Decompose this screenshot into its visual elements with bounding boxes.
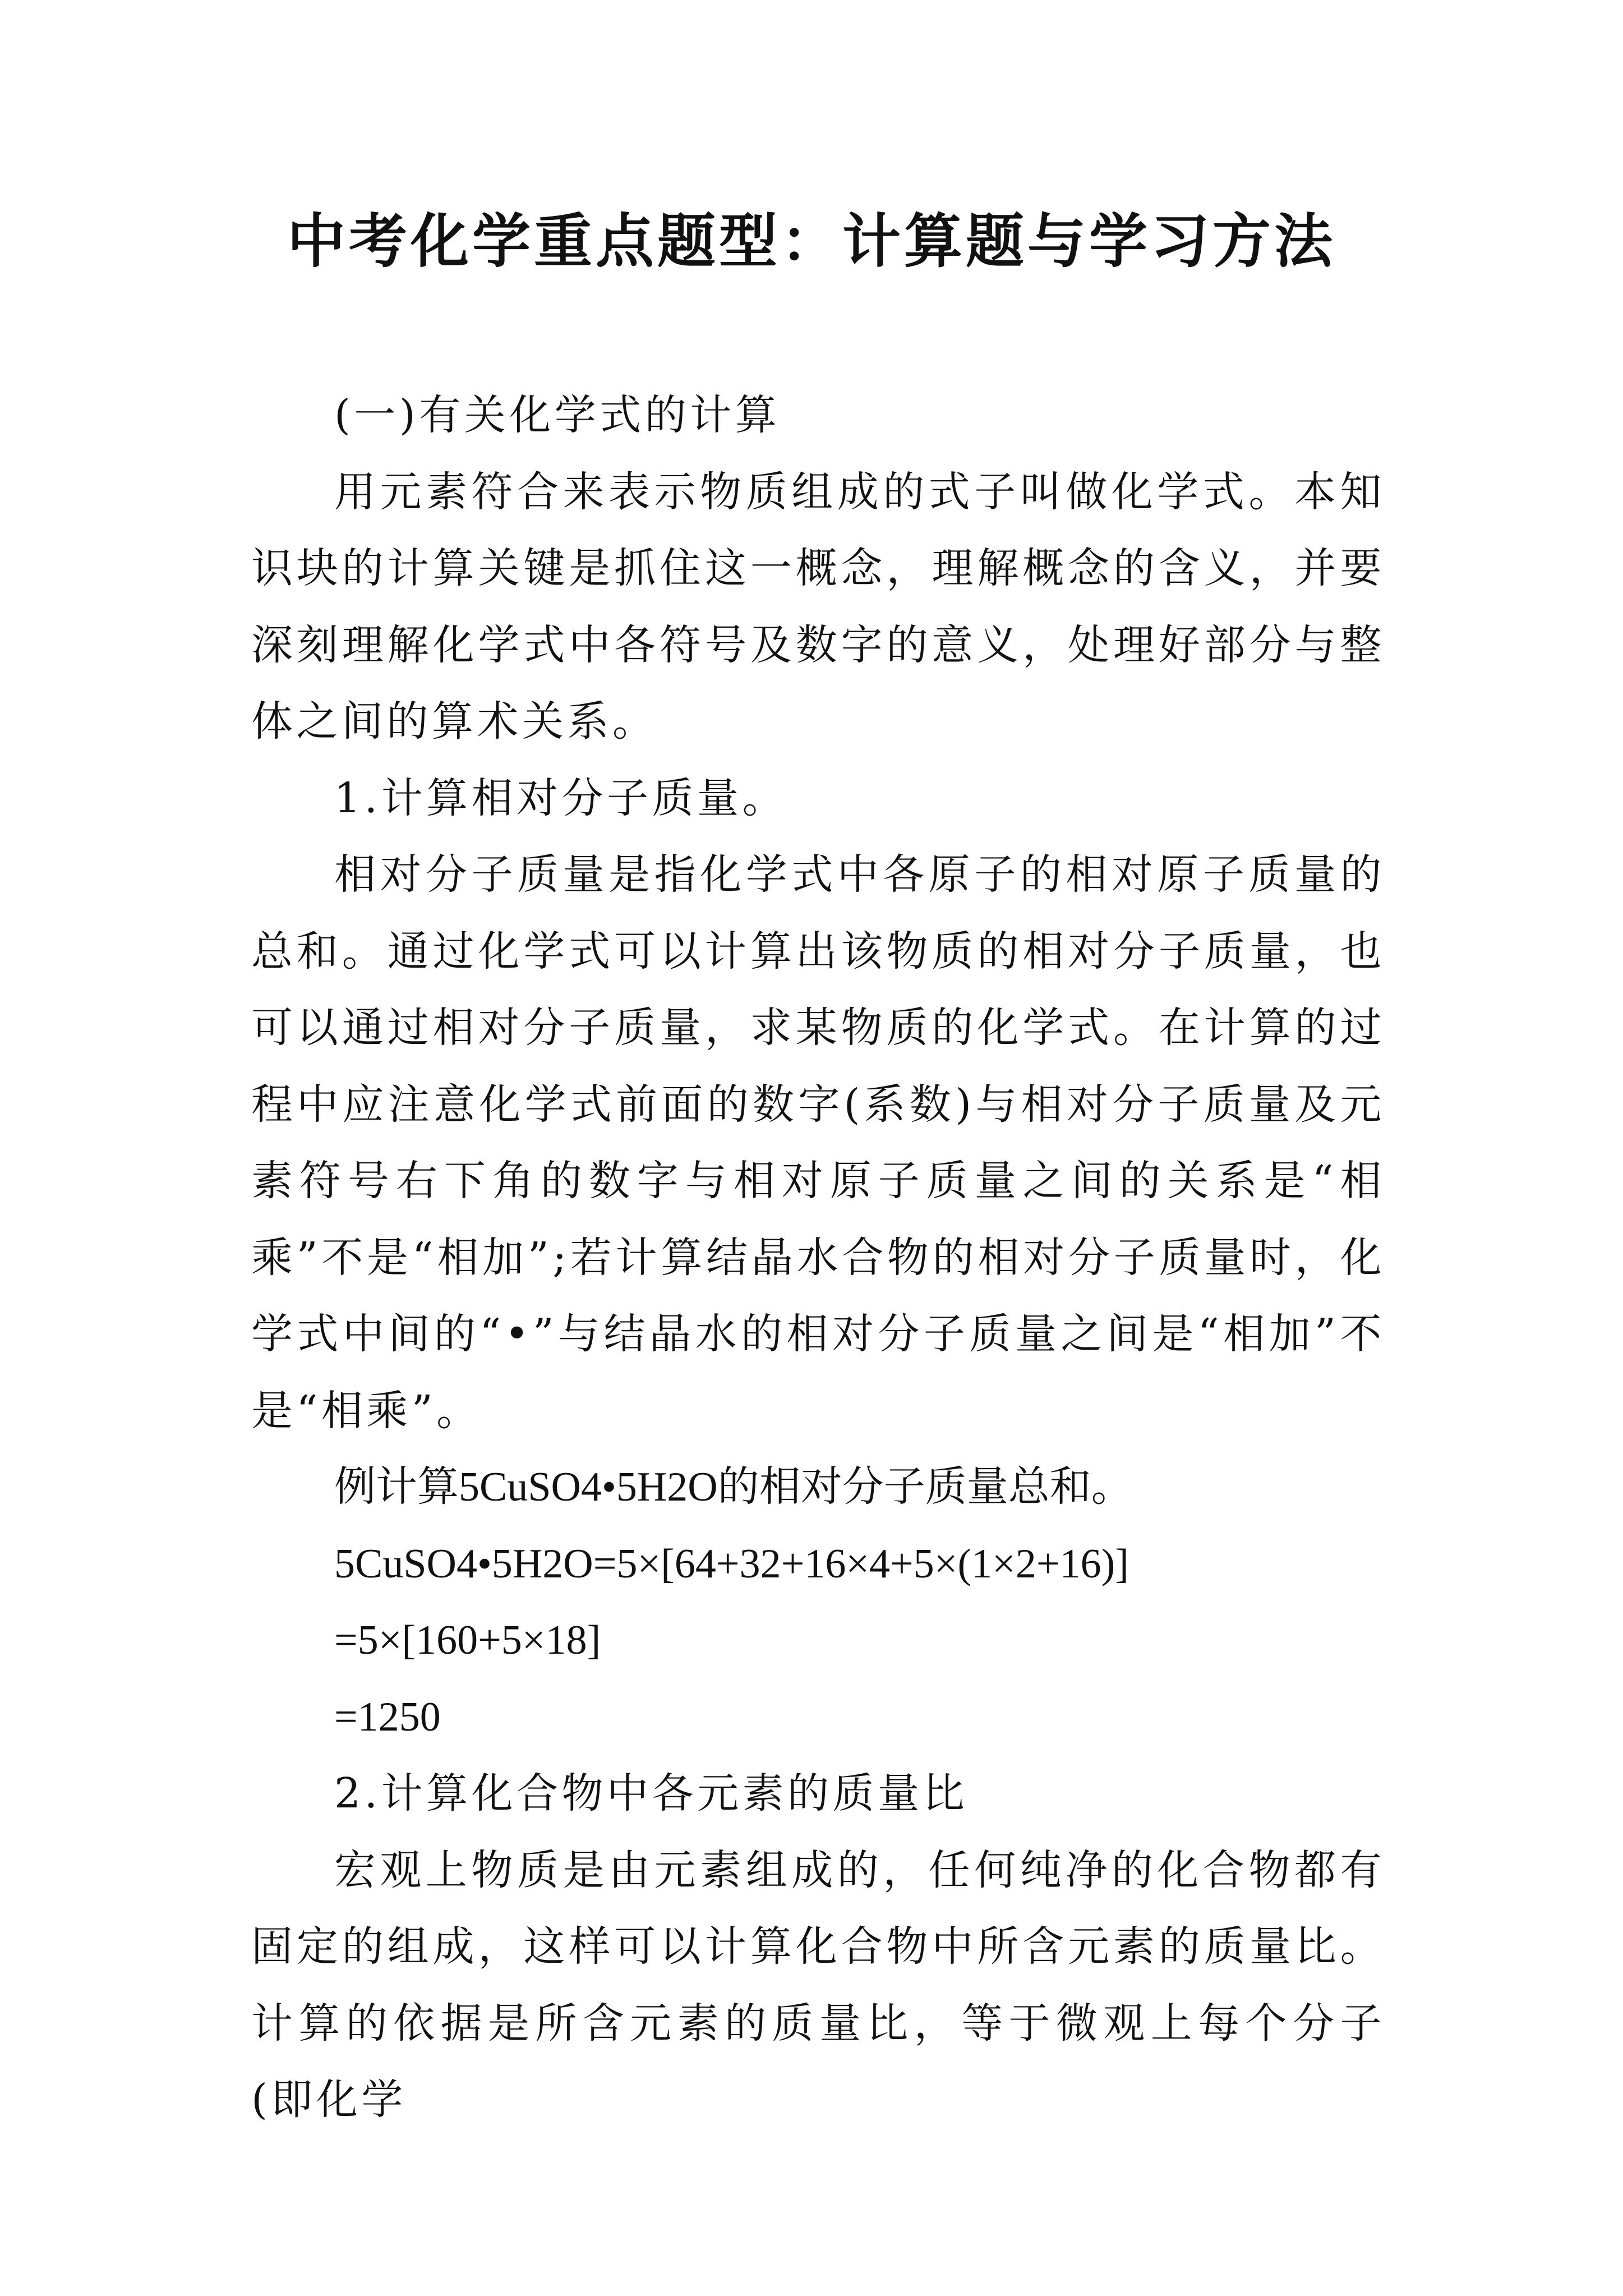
paragraph-chemical-formula-definition: 用元素符合来表示物质组成的式子叫做化学式。本知识块的计算关键是抓住这一概念，理解概念的含义，并要深刻理解化学式中各符号及数字的意义，处理好部分与整体之间的算术关系。 bbox=[251, 467, 1385, 746]
example-formula-line-1: 5CuSO4•5H2O=5×[64+32+16×4+5×(1×2+16)] bbox=[334, 1540, 1129, 1587]
example-formula-line-2: =5×[160+5×18] bbox=[334, 1617, 601, 1663]
document-body bbox=[251, 377, 1385, 2138]
subheading-element-mass-ratio: 2.计算化合物中各元素的质量比 bbox=[334, 1769, 969, 1818]
example-formula-result: =1250 bbox=[334, 1694, 441, 1740]
paragraph-element-mass-ratio: 宏观上物质是由元素组成的，任何纯净的化合物都有固定的组成，这样可以计算化合物中所含元素的质量比。计算的依据是所含元素的质量比，等于微观上每个分子(即化学 bbox=[251, 1846, 1385, 2124]
document-title: 中考化学重点题型：计算题与学习方法 bbox=[287, 206, 1336, 275]
section-heading-formula-calculation: (一)有关化学式的计算 bbox=[334, 391, 781, 439]
example-statement: 例计算5CuSO4•5H2O的相对分子质量总和。 bbox=[334, 1464, 1133, 1510]
subheading-relative-molecular-mass: 1.计算相对分子质量。 bbox=[334, 774, 788, 822]
paragraph-relative-molecular-mass: 相对分子质量是指化学式中各原子的相对原子质量的总和。通过化学式可以计算出该物质的相对分子质量，也可以通过相对分子质量，求某物质的化学式。在计算的过程中应注意化学式前面的数字(系数)与相对分子质量及元素符号右下角的数字与相对原子质量之间的关系是“相乘”不是“相加”;若计算结晶水合物的相对分子质量时，化学式中间的“•”与结晶水的相对分子质量之间是“相加”不是“相乘”。 bbox=[251, 850, 1385, 1435]
